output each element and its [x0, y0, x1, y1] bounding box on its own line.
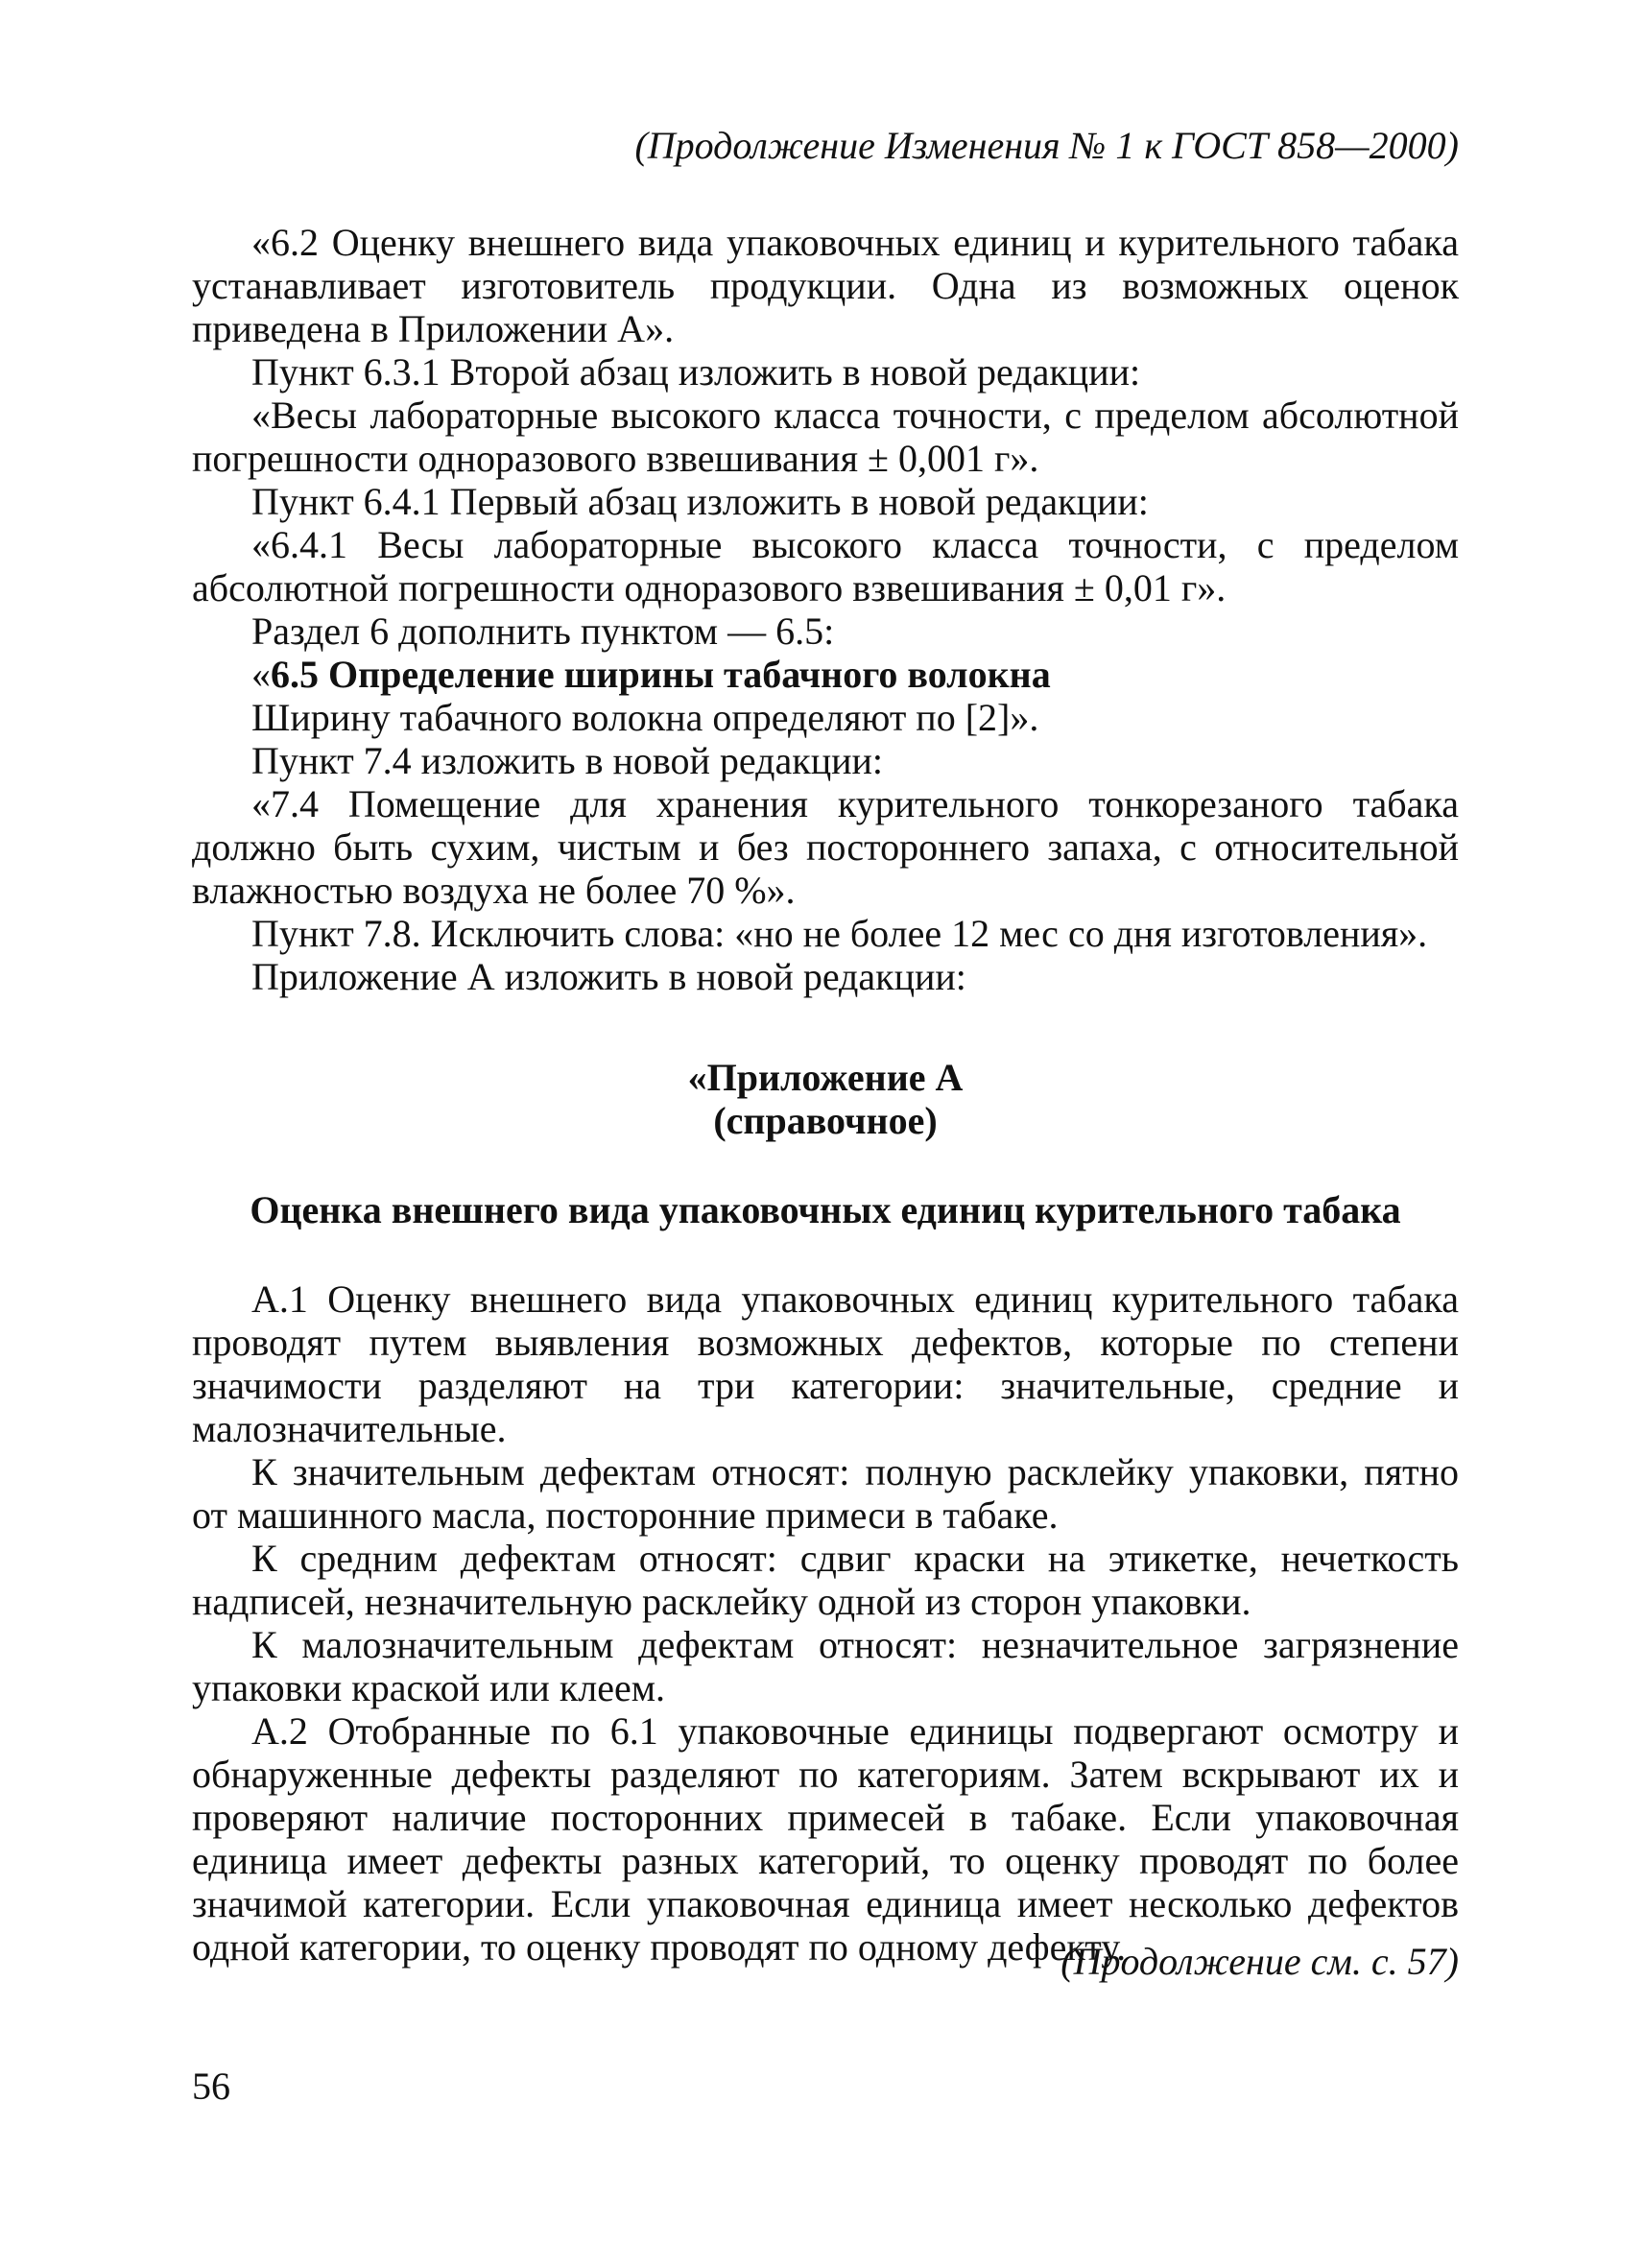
paragraph: «6.2 Оценку внешнего вида упаковочных единиц и курительного табака устанавливает изготовитель продукции. Одна из возможных оценок приведена в Приложении А». [192, 221, 1459, 350]
paragraph: Пункт 7.8. Исключить слова: «но не более 12 мес со дня изготовления». [251, 912, 1428, 955]
page-number: 56 [192, 2065, 230, 2108]
section-65-heading [192, 653, 1459, 696]
paragraph: Пункт 6.4.1 Первый абзац изложить в новой редакции: [251, 480, 1149, 523]
paragraph: «6.4.1 Весы лабораторные высокого класса точности, с пределом абсолютной погрешности одноразового взвешивания ± 0,01 г». [192, 523, 1459, 609]
paragraph: Пункт 6.3.1 Второй абзац изложить в новой редакции: [251, 350, 1141, 394]
quote-mark: « [251, 653, 271, 696]
paragraph: К средним дефектам относят: сдвиг краски на этикетке, нечеткость надписей, незначительную расклейку одной из сторон упаковки. [192, 1537, 1459, 1623]
paragraph: Пункт 7.4 изложить в новой редакции: [251, 739, 884, 782]
page-header-continuation: (Продолжение Изменения № 1 к ГОСТ 858—2000) [634, 124, 1459, 167]
annex-section-title: Оценка внешнего вида упаковочных единиц курительного табака [250, 1188, 1401, 1231]
paragraph: А.1 Оценку внешнего вида упаковочных единиц курительного табака проводят путем выявления возможных дефектов, которые по степени значимости разделяют на три категории: значительные, средние и малозначительные. [192, 1277, 1459, 1450]
paragraph: Приложение А изложить в новой редакции: [251, 955, 966, 998]
section-65-title: 6.5 Определение ширины табачного волокна [271, 653, 1051, 696]
paragraph: А.2 Отобранные по 6.1 упаковочные единицы подвергают осмотру и обнаруженные дефекты разделяют по категориям. Затем вскрывают их и проверяют наличие посторонних примесей в табаке. Если упаковочная единица имеет дефекты разных категорий, то оценку проводят по более значимой категории. Если упаковочная единица имеет несколько дефектов одной категории, то оценку проводят по одному дефекту. [192, 1709, 1459, 1969]
annex-title: «Приложение А [687, 1056, 964, 1099]
page-footer-continuation: (Продолжение см. с. 57) [1060, 1940, 1459, 1983]
document-page [192, 0, 1459, 2268]
document-body [192, 221, 1459, 1969]
paragraph: «7.4 Помещение для хранения курительного тонкорезаного табака должно быть сухим, чистым и без постороннего запаха, с относительной влажностью воздуха не более 70 %». [192, 782, 1459, 912]
paragraph: К значительным дефектам относят: полную расклейку упаковки, пятно от машинного масла, посторонние примеси в табаке. [192, 1450, 1459, 1537]
annex-subtitle: (справочное) [713, 1099, 938, 1142]
paragraph: «Весы лабораторные высокого класса точности, с пределом абсолютной погрешности одноразового взвешивания ± 0,001 г». [192, 394, 1459, 480]
paragraph: Ширину табачного волокна определяют по [2]». [251, 696, 1039, 739]
paragraph: К малозначительным дефектам относят: незначительное загрязнение упаковки краской или клеем. [192, 1623, 1459, 1709]
paragraph: Раздел 6 дополнить пунктом — 6.5: [251, 609, 835, 653]
